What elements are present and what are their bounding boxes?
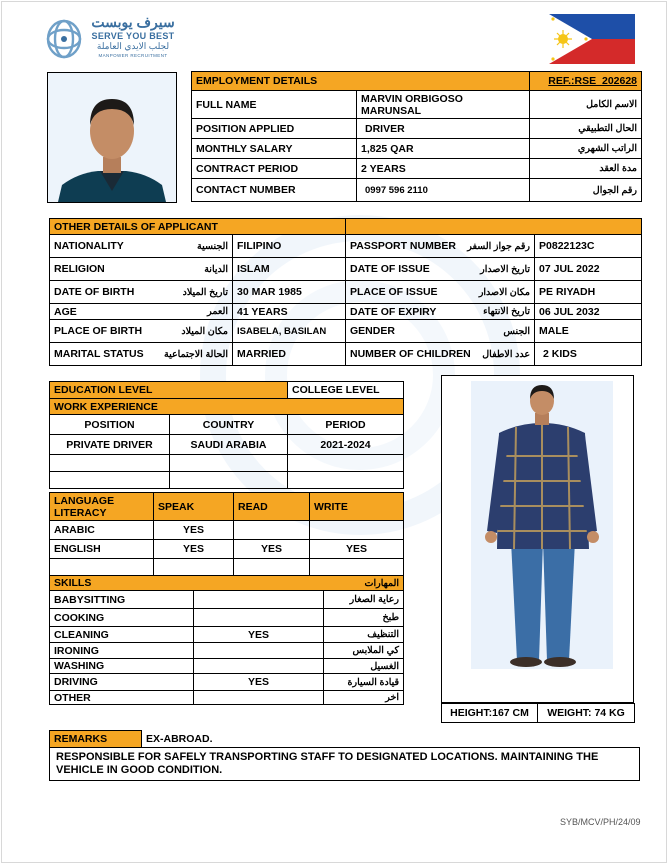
place-of-birth-label: PLACE OF BIRTH bbox=[54, 325, 143, 337]
contact-number-value: 0997 596 2110 bbox=[357, 179, 530, 202]
table-row bbox=[50, 674, 404, 691]
remarks-text: RESPONSIBLE FOR SAFELY TRANSPORTING STAFF TO DESIGNATED LOCATIONS. MAINTAINING THE VEHICLE IN GOOD CONDITION. bbox=[50, 748, 640, 781]
contract-period-label: CONTRACT PERIOD bbox=[192, 159, 357, 179]
lang-col-speak: SPEAK bbox=[154, 493, 234, 521]
height-value: HEIGHT:167 CM bbox=[442, 704, 538, 723]
place-of-issue-label: PLACE OF ISSUE bbox=[350, 286, 438, 298]
remarks-value: EX-ABROAD. bbox=[146, 732, 213, 745]
marital-status-value: MARRIED bbox=[233, 343, 346, 366]
lang-english: ENGLISH bbox=[50, 540, 154, 559]
gender-arabic: الجنس bbox=[503, 325, 531, 337]
date-of-issue-arabic: تاريخ الاصدار bbox=[480, 263, 531, 275]
logo-tagline: MANPOWER RECRUITMENT bbox=[98, 53, 168, 58]
skills-header-arabic: المهارات bbox=[364, 577, 400, 589]
place-of-birth-arabic: مكان الميلاد bbox=[181, 325, 228, 337]
applicant-full-body-photo bbox=[471, 381, 613, 669]
date-of-expiry-label: DATE OF EXPIRY bbox=[350, 305, 437, 318]
full-name-value: MARVIN ORBIGOSO MARUNSAL bbox=[357, 91, 530, 119]
table-row bbox=[50, 643, 404, 659]
monthly-salary-value: 1,825 QAR bbox=[357, 139, 530, 159]
skill-washing-value bbox=[194, 659, 324, 674]
work-period: 2021-2024 bbox=[288, 435, 404, 455]
language-table bbox=[49, 492, 404, 576]
table-row bbox=[50, 540, 404, 559]
table-row bbox=[50, 627, 404, 643]
gender-label: GENDER bbox=[350, 325, 395, 337]
position-applied-arabic: الحال التطبيقي bbox=[530, 119, 642, 139]
reference-number: REF.:RSE_202628 bbox=[530, 72, 642, 91]
work-col-country: COUNTRY bbox=[170, 415, 288, 435]
work-col-position: POSITION bbox=[50, 415, 170, 435]
full-name-label: FULL NAME bbox=[192, 91, 357, 119]
skill-babysitting-value bbox=[194, 591, 324, 609]
table-row bbox=[50, 691, 404, 705]
language-header: LANGUAGE LITERACY bbox=[50, 493, 154, 521]
marital-status-label: MARITAL STATUS bbox=[54, 348, 144, 360]
skill-babysitting: BABYSITTING bbox=[50, 591, 194, 609]
skill-driving-value: YES bbox=[194, 674, 324, 691]
nationality-arabic: الجنسية bbox=[197, 240, 228, 252]
employment-details-table bbox=[191, 71, 642, 202]
table-row bbox=[50, 521, 404, 540]
skill-cleaning: CLEANING bbox=[50, 627, 194, 643]
age-label: AGE bbox=[54, 305, 77, 318]
skill-babysitting-arabic: رعاية الصغار bbox=[324, 591, 404, 609]
lang-arabic-write bbox=[310, 521, 404, 540]
date-of-expiry-value: 06 JUL 2032 bbox=[535, 304, 642, 320]
age-value: 41 YEARS bbox=[233, 304, 346, 320]
date-of-birth-arabic: تاريخ الميلاد bbox=[182, 286, 228, 298]
contract-period-arabic: مدة العقد bbox=[530, 159, 642, 179]
children-label: NUMBER OF CHILDREN bbox=[350, 348, 471, 360]
lang-english-read: YES bbox=[234, 540, 310, 559]
education-level-value: COLLEGE LEVEL bbox=[288, 382, 404, 399]
skills-header: SKILLS bbox=[54, 577, 92, 589]
lang-arabic: ARABIC bbox=[50, 521, 154, 540]
lang-arabic-read bbox=[234, 521, 310, 540]
monthly-salary-arabic: الراتب الشهري bbox=[530, 139, 642, 159]
gender-value: MALE bbox=[535, 320, 642, 343]
lang-english-write: YES bbox=[310, 540, 404, 559]
employment-header: EMPLOYMENT DETAILS bbox=[192, 72, 530, 91]
place-of-issue-value: PE RIYADH bbox=[535, 281, 642, 304]
skill-cleaning-arabic: التنظيف bbox=[324, 627, 404, 643]
skill-ironing-value bbox=[194, 643, 324, 659]
skill-ironing: IRONING bbox=[50, 643, 194, 659]
philippines-flag-icon bbox=[549, 14, 635, 64]
measurements-table bbox=[441, 703, 635, 723]
date-of-birth-value: 30 MAR 1985 bbox=[233, 281, 346, 304]
skill-ironing-arabic: كي الملابس bbox=[324, 643, 404, 659]
table-row bbox=[50, 659, 404, 674]
place-of-birth-value: ISABELA, BASILAN bbox=[233, 320, 346, 343]
table-row bbox=[50, 591, 404, 609]
work-col-period: PERIOD bbox=[288, 415, 404, 435]
education-work-table bbox=[49, 381, 404, 489]
weight-value: WEIGHT: 74 KG bbox=[538, 704, 635, 723]
work-country: SAUDI ARABIA bbox=[170, 435, 288, 455]
date-of-birth-label: DATE OF BIRTH bbox=[54, 286, 135, 298]
religion-arabic: الديانة bbox=[204, 263, 228, 275]
skill-other: OTHER bbox=[50, 691, 194, 705]
applicant-portrait bbox=[47, 72, 177, 203]
religion-label: RELIGION bbox=[54, 263, 105, 275]
date-of-issue-value: 07 JUL 2022 bbox=[535, 258, 642, 281]
date-of-expiry-arabic: تاريخ الانتهاء bbox=[483, 306, 531, 317]
contract-period-value: 2 YEARS bbox=[357, 159, 530, 179]
document-code: SYB/MCV/PH/24/09 bbox=[560, 817, 641, 827]
work-position: PRIVATE DRIVER bbox=[50, 435, 170, 455]
date-of-issue-label: DATE OF ISSUE bbox=[350, 263, 430, 275]
skill-driving-arabic: قيادة السيارة bbox=[324, 674, 404, 691]
remarks-table bbox=[49, 730, 640, 781]
lang-col-read: READ bbox=[234, 493, 310, 521]
nationality-value: FILIPINO bbox=[233, 235, 346, 258]
skill-cleaning-value: YES bbox=[194, 627, 324, 643]
logo-arabic: سيرف يوبست bbox=[91, 14, 175, 30]
remarks-label: REMARKS bbox=[50, 731, 142, 748]
table-row bbox=[50, 435, 404, 455]
age-arabic: العمر bbox=[207, 306, 228, 317]
skill-cooking-value bbox=[194, 609, 324, 627]
skill-driving: DRIVING bbox=[50, 674, 194, 691]
passport-number-arabic: رقم جواز السفر bbox=[467, 240, 531, 252]
lang-col-write: WRITE bbox=[310, 493, 404, 521]
position-applied-value: DRIVER bbox=[357, 119, 530, 139]
lang-english-speak: YES bbox=[154, 540, 234, 559]
marital-status-arabic: الحالة الاجتماعية bbox=[164, 348, 228, 360]
table-row bbox=[50, 609, 404, 627]
skill-washing: WASHING bbox=[50, 659, 194, 674]
skill-cooking-arabic: طبخ bbox=[324, 609, 404, 627]
place-of-issue-arabic: مكان الاصدار bbox=[478, 286, 531, 298]
logo-english: SERVE YOU BEST bbox=[91, 31, 175, 41]
religion-value: ISLAM bbox=[233, 258, 346, 281]
monthly-salary-label: MONTHLY SALARY bbox=[192, 139, 357, 159]
skill-other-value bbox=[194, 691, 324, 705]
other-details-table bbox=[49, 218, 642, 366]
education-level-label: EDUCATION LEVEL bbox=[50, 382, 288, 399]
skill-washing-arabic: الغسيل bbox=[324, 659, 404, 674]
children-value: 2 KIDS bbox=[535, 343, 642, 366]
logo-arabic-sub: لجلب الايدي العاملة bbox=[96, 41, 170, 51]
other-details-header: OTHER DETAILS OF APPLICANT bbox=[50, 219, 346, 235]
skills-table bbox=[49, 575, 404, 705]
full-name-arabic: الاسم الكامل bbox=[530, 91, 642, 119]
nationality-label: NATIONALITY bbox=[54, 240, 124, 252]
passport-number-value: P0822123C bbox=[535, 235, 642, 258]
children-arabic: عدد الاطفال bbox=[482, 348, 531, 360]
lang-arabic-speak: YES bbox=[154, 521, 234, 540]
logo-icon bbox=[45, 18, 83, 60]
passport-number-label: PASSPORT NUMBER bbox=[350, 240, 456, 252]
skill-other-arabic: اخر bbox=[324, 691, 404, 705]
contact-number-label: CONTACT NUMBER bbox=[192, 179, 357, 202]
contact-number-arabic: رقم الجوال bbox=[530, 179, 642, 202]
position-applied-label: POSITION APPLIED bbox=[192, 119, 357, 139]
skill-cooking: COOKING bbox=[50, 609, 194, 627]
work-experience-header: WORK EXPERIENCE bbox=[50, 399, 404, 415]
